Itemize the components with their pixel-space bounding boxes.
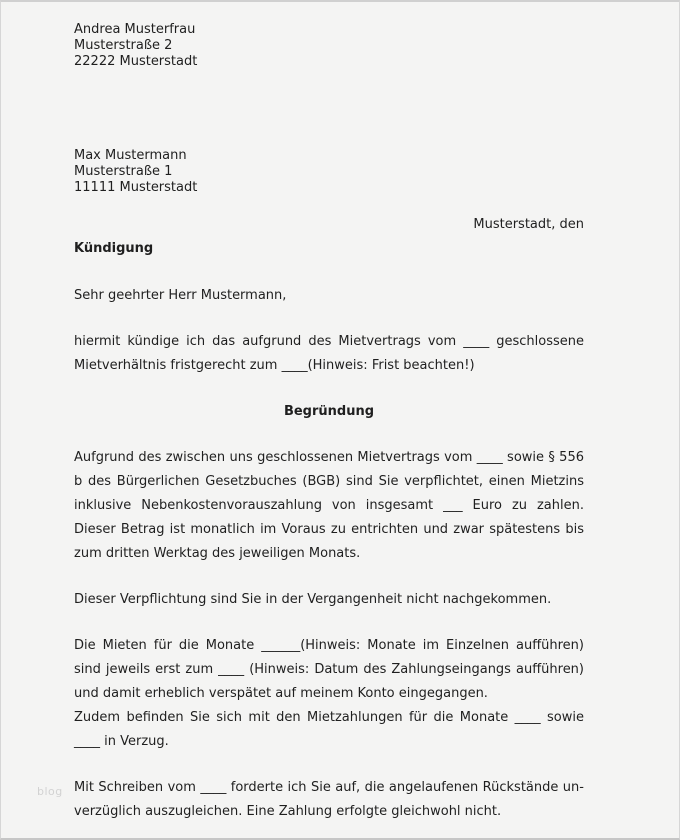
recipient-name: Max Mustermann	[74, 148, 187, 163]
recipient-city: 11111 Musterstadt	[74, 180, 198, 195]
subject-line: Kündigung	[74, 241, 154, 256]
recipient-address-block	[74, 148, 584, 196]
blog-watermark: blog	[37, 785, 63, 798]
paragraph-demand: Mit Schreiben vom ____ forderte ich Sie auf, die angelaufenen Rückstände unverzüglich auszugleichen. Eine Zahlung erfolgte gleichwohl nicht.	[74, 780, 584, 819]
paragraph-contract-duty: Aufgrund des zwischen uns geschlossenen Mietvertrags vom ____ sowie § 556 b des Bürgerlichen Gesetzbuches (BGB) sind Sie verpflichtet, einen Mietzins inklusive Nebenkostenvorauszahlung von insgesamt ___ Euro zu zahlen. Dieser Betrag ist monatlich im Voraus zu entrichten und zwar spätestens bis zum dritten Werktag des jeweiligen Monats.	[74, 450, 584, 561]
salutation: Sehr geehrter Herr Mustermann,	[74, 288, 287, 303]
paragraph-intro: hiermit kündige ich das aufgrund des Mietvertrags vom ____ geschlossene Mietverhältnis fristgerecht zum ____(Hinweis: Frist beachten!)	[74, 334, 584, 373]
place-date-line: Musterstadt, den	[473, 217, 584, 232]
letter-content	[74, 22, 584, 824]
paragraph-late-payments: Die Mieten für die Monate ______(Hinweis: Monate im Einzelnen aufführen) sind jeweils erst zum ____ (Hinweis: Datum des Zahlungseingangs aufführen) und damit erheblich verspätet auf meinem Konto eingegangen.	[74, 638, 584, 701]
paragraph-arrears: Zudem befinden Sie sich mit den Mietzahlungen für die Monate ____ sowie ____ in Verzug.	[74, 710, 584, 749]
sender-name: Andrea Musterfrau	[74, 22, 196, 37]
paragraph-breach: Dieser Verpflichtung sind Sie in der Vergangenheit nicht nachgekommen.	[74, 592, 552, 607]
recipient-street: Musterstraße 1	[74, 164, 173, 179]
sender-address-block	[74, 22, 584, 70]
sender-city: 22222 Musterstadt	[74, 54, 198, 69]
section-heading: Begründung	[283, 404, 375, 419]
sender-street: Musterstraße 2	[74, 38, 173, 53]
